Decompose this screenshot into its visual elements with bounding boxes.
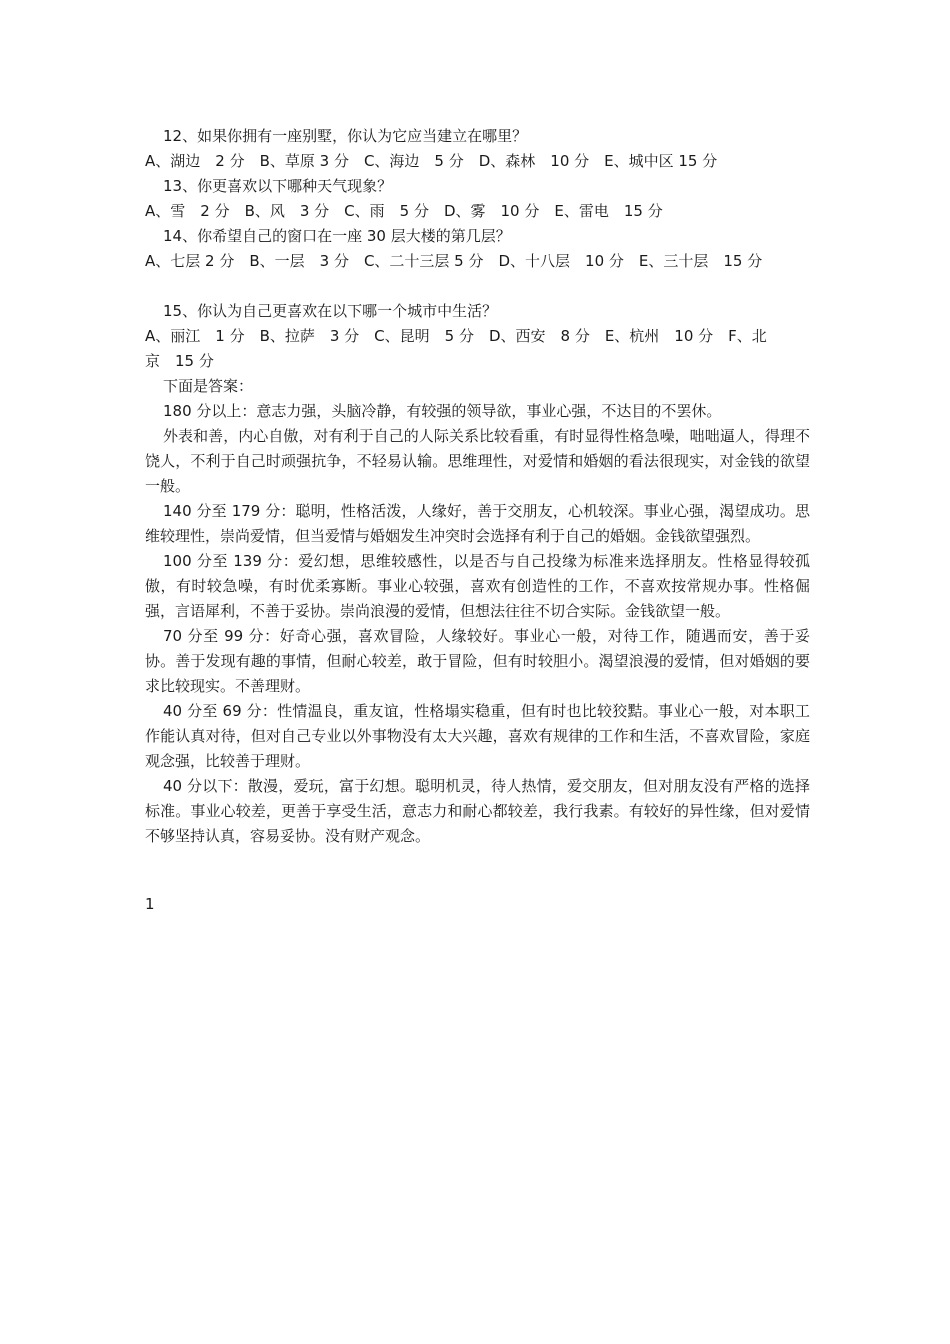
question-15-options-continued: 京 15 分 bbox=[145, 352, 214, 370]
question-15: 15、你认为自己更喜欢在以下哪一个城市中生活？ bbox=[163, 302, 498, 320]
page-number: 1 bbox=[145, 895, 155, 913]
question-14-options: A、七层 2 分 B、一层 3 分 C、二十三层 5 分 D、十八层 10 分 E、三十层 15 分 bbox=[145, 252, 763, 270]
question-13: 13、你更喜欢以下哪种天气现象？ bbox=[163, 177, 393, 195]
answer-100-139: 100 分至 139 分：爱幻想，思维较感性，以是否与自己投缘为标准来选择朋友。性格显得较孤傲，有时较急噪，有时优柔寡断。事业心较强，喜欢有创造性的工作，不喜欢按常规办事。性格倔强，言语犀利，不善于妥协。崇尚浪漫的爱情，但想法往往不切合实际。金钱欲望一般。 bbox=[145, 552, 810, 620]
answer-180-plus: 180 分以上：意志力强，头脑冷静，有较强的领导欲，事业心强，不达目的不罢休。 bbox=[163, 402, 722, 420]
question-12: 12、如果你拥有一座别墅，你认为它应当建立在哪里？ bbox=[163, 127, 528, 145]
answers-heading: 下面是答案： bbox=[163, 377, 254, 395]
answer-40-69: 40 分至 69 分：性情温良，重友谊，性格塌实稳重，但有时也比较狡黠。事业心一般，对本职工作能认真对待，但对自己专业以外事物没有太大兴趣，喜欢有规律的工作和生活，不喜欢冒险，家庭观念强，比较善于理财。 bbox=[145, 702, 810, 770]
question-15-options: A、丽江 1 分 B、拉萨 3 分 C、昆明 5 分 D、西安 8 分 E、杭州 10 分 F、北 bbox=[145, 327, 767, 345]
question-12-options: A、湖边 2 分 B、草原 3 分 C、海边 5 分 D、森林 10 分 E、城中区 15 分 bbox=[145, 152, 718, 170]
answer-below-40: 40 分以下：散漫，爱玩，富于幻想。聪明机灵，待人热情，爱交朋友，但对朋友没有严格的选择标准。事业心较差，更善于享受生活，意志力和耐心都较差，我行我素。有较好的异性缘，但对爱情不够坚持认真，容易妥协。没有财产观念。 bbox=[145, 777, 810, 845]
answer-70-99: 70 分至 99 分：好奇心强，喜欢冒险，人缘较好。事业心一般，对待工作，随遇而安，善于妥协。善于发现有趣的事情，但耐心较差，敢于冒险，但有时较胆小。渴望浪漫的爱情，但对婚姻的要求比较现实。不善理财。 bbox=[145, 627, 810, 695]
document-body bbox=[145, 124, 810, 849]
answer-180-plus-detail: 外表和善，内心自傲，对有利于自己的人际关系比较看重，有时显得性格急噪，咄咄逼人，得理不饶人，不利于自己时顽强抗争，不轻易认输。思维理性，对爱情和婚姻的看法很现实，对金钱的欲望一般。 bbox=[145, 427, 810, 495]
blank-line bbox=[145, 274, 810, 299]
question-13-options: A、雪 2 分 B、风 3 分 C、雨 5 分 D、雾 10 分 E、雷电 15 分 bbox=[145, 202, 663, 220]
answer-140-179: 140 分至 179 分：聪明，性格活泼，人缘好，善于交朋友，心机较深。事业心强，渴望成功。思维较理性，崇尚爱情，但当爱情与婚姻发生冲突时会选择有利于自己的婚姻。金钱欲望强烈。 bbox=[145, 502, 810, 545]
question-14: 14、你希望自己的窗口在一座 30 层大楼的第几层？ bbox=[163, 227, 511, 245]
